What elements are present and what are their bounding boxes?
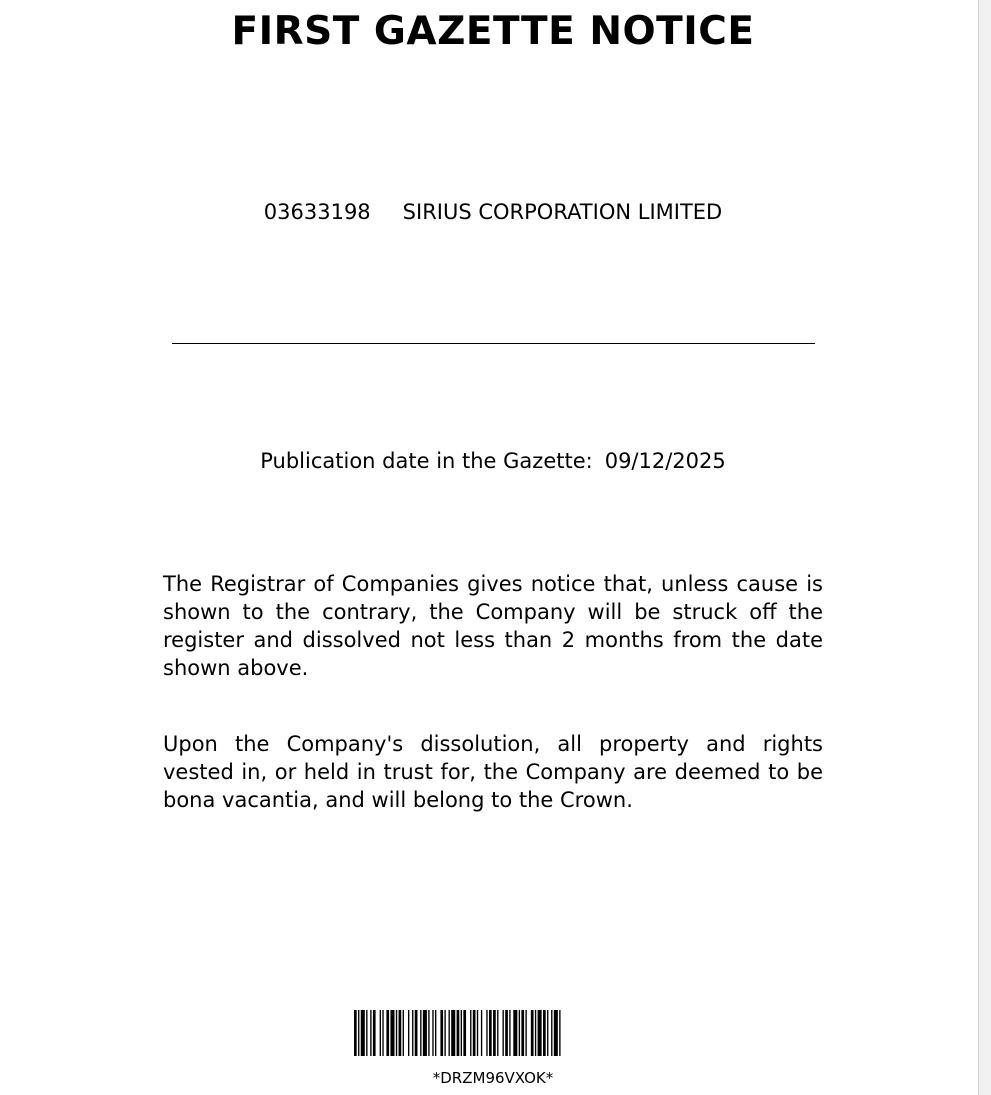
barcode-bar — [415, 1010, 418, 1056]
barcode-bar — [435, 1010, 436, 1056]
barcode-bar — [354, 1010, 357, 1056]
barcode-bar — [399, 1010, 402, 1056]
barcode-bar — [559, 1010, 560, 1056]
barcode-bar — [509, 1010, 510, 1056]
barcode-bar — [390, 1010, 394, 1056]
barcode-bar — [505, 1010, 508, 1056]
barcode-bar — [551, 1010, 552, 1056]
barcode-bar — [521, 1010, 524, 1056]
barcode-bar — [451, 1010, 455, 1056]
barcode-bar — [477, 1010, 478, 1056]
publication-label: Publication date in the Gazette: — [260, 449, 593, 473]
barcode-bar — [396, 1010, 397, 1056]
barcode-bar — [554, 1010, 558, 1056]
horizontal-rule — [172, 343, 815, 344]
barcode-bar — [461, 1010, 462, 1056]
barcode-bar — [493, 1010, 496, 1056]
barcode-bar — [382, 1010, 383, 1056]
barcode-bar — [470, 1010, 471, 1056]
barcode-bar — [420, 1010, 421, 1056]
company-name: SIRIUS CORPORATION LIMITED — [402, 200, 723, 224]
barcode-bar — [380, 1010, 381, 1056]
notice-paragraph-bona-vacantia: Upon the Company's dissolution, all property and rights vested in, or held in trust for, the Company are deemed to be bona vacantia, and will belong to the Crown. — [163, 732, 823, 812]
barcode-bar — [463, 1010, 466, 1056]
barcode-bar — [525, 1010, 526, 1056]
barcode-bar — [497, 1010, 498, 1056]
company-line — [0, 198, 986, 226]
barcode-bar — [543, 1010, 546, 1056]
barcode-bar — [457, 1010, 460, 1056]
barcode-bar — [361, 1010, 365, 1056]
barcode-bar — [503, 1010, 504, 1056]
barcode-text: *DRZM96VXOK* — [432, 1069, 554, 1087]
barcode-bar — [366, 1010, 367, 1056]
company-number: 03633198 — [263, 200, 371, 224]
barcode-bar — [538, 1010, 542, 1056]
barcode-bar — [547, 1010, 548, 1056]
barcode-bar — [412, 1010, 413, 1056]
barcode-bar — [440, 1010, 443, 1056]
barcode-bar — [513, 1010, 517, 1056]
barcode-bar — [428, 1010, 429, 1056]
barcode-bar — [408, 1010, 409, 1056]
barcode-bar — [473, 1010, 476, 1056]
barcode-bar — [531, 1010, 534, 1056]
barcode-bar — [535, 1010, 536, 1056]
publication-date: 09/12/2025 — [604, 449, 726, 473]
barcode-bar — [386, 1010, 389, 1056]
notice-paragraph-strike-off: The Registrar of Companies gives notice that, unless cause is shown to the contrary, the Company will be struck off the register and dissolved not less than 2 months from the date shown above. — [163, 572, 823, 680]
barcode-image — [354, 1010, 630, 1056]
barcode-bar — [449, 1010, 450, 1056]
window-edge — [978, 0, 991, 1095]
barcode-bar — [444, 1010, 445, 1056]
barcode-bar — [486, 1010, 487, 1056]
barcode-bar — [370, 1010, 371, 1056]
barcode-bar — [481, 1010, 482, 1056]
page-title: FIRST GAZETTE NOTICE — [231, 9, 755, 54]
barcode-bar — [423, 1010, 427, 1056]
barcode-bar — [358, 1010, 359, 1056]
barcode-bar — [489, 1010, 492, 1056]
barcode-bar — [403, 1010, 404, 1056]
barcode-bar — [519, 1010, 520, 1056]
barcode-bar — [432, 1010, 433, 1056]
barcode-bar — [373, 1010, 376, 1056]
publication-line — [0, 447, 986, 475]
